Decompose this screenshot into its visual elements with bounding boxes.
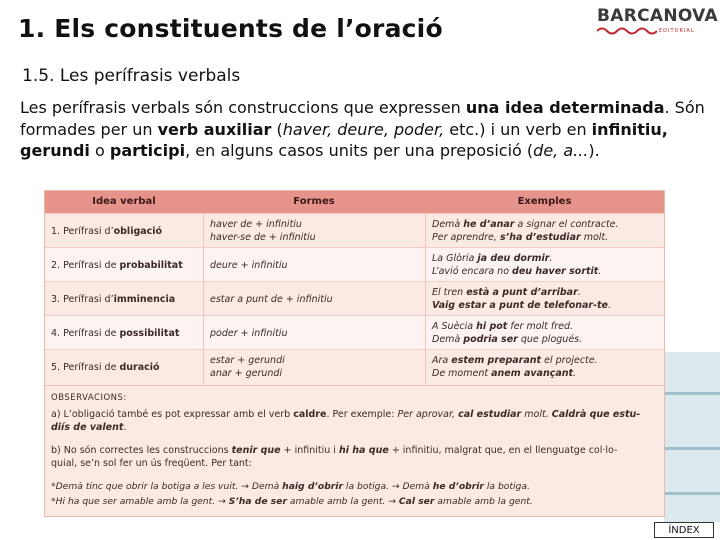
observation-a — [51, 408, 651, 434]
example-bold: està a punt d’arribar — [466, 287, 578, 298]
intro-text: etc.) i un verb en — [444, 119, 592, 139]
page-title: 1. Els constituents de l’oració — [18, 14, 443, 43]
intro-text: Les perífrasis verbals són construccions que expressen — [20, 98, 466, 117]
idea-cell — [45, 248, 203, 282]
obs-text: amable amb la gent. → — [287, 496, 399, 507]
examples-cell — [425, 350, 664, 384]
logo-wave-icon — [597, 26, 657, 36]
obs-bold-italic: tenir que — [231, 445, 281, 456]
form-text: estar a punt de + infinitiu — [210, 293, 333, 305]
obs-bold-italic: diís de valent — [51, 422, 124, 433]
periphrasis-table — [44, 190, 665, 517]
obs-bold: caldre — [293, 409, 327, 420]
example-text: . — [577, 287, 581, 298]
observation-b — [51, 444, 651, 470]
observation-example-2 — [51, 495, 651, 508]
example-text: A Suècia — [432, 321, 477, 332]
forms-cell — [203, 282, 425, 316]
intro-italic: haver, deure, poder, — [282, 119, 445, 139]
obs-bold: S’ha de ser — [228, 496, 287, 507]
idea-bold: duració — [119, 361, 160, 373]
idea-text: 3. Perífrasi d’ — [51, 293, 114, 305]
example-text: Per aprendre, — [432, 232, 500, 243]
intro-text: o — [89, 141, 110, 160]
example-bold: ja deu dormir — [477, 253, 550, 264]
obs-text: quial, se’n sol fer un ús freqüent. Per tant: — [51, 458, 252, 469]
obs-text: la botiga. — [483, 481, 530, 492]
intro-bold: una idea determinada — [465, 98, 665, 117]
forms-cell — [203, 316, 425, 350]
form-text: anar + gerundi — [210, 368, 283, 379]
obs-bold-italic: hi ha que — [338, 445, 389, 456]
header-forms: Formes — [293, 196, 335, 207]
observations-box — [45, 385, 664, 517]
table-row — [45, 247, 664, 282]
obs-bold: haig d’obrir — [282, 481, 343, 492]
header-examples: Exemples — [517, 196, 572, 207]
example-text: fer molt fred. — [507, 321, 574, 332]
logo-text: BARCANOVA — [597, 6, 718, 26]
obs-text: la botiga a les vuit. → Demà — [147, 481, 283, 492]
idea-bold: imminencia — [113, 293, 176, 305]
idea-text: 5. Perífrasi de — [51, 361, 120, 373]
example-text: Ara — [432, 355, 452, 366]
observations-heading: OBSERVACIONS: — [51, 393, 127, 403]
example-bold: s’ha d’estudiar — [499, 232, 581, 243]
obs-bold: he d’obrir — [432, 481, 484, 492]
example-text: . — [608, 300, 612, 311]
intro-text: , en alguns casos units per una preposició ( — [185, 141, 534, 160]
table-header — [45, 191, 664, 213]
form-text: poder + infinitiu — [210, 327, 288, 339]
header-idea: Idea verbal — [92, 196, 156, 207]
table-row — [45, 315, 664, 350]
obs-text: . — [123, 422, 127, 433]
example-bold: he d’anar — [463, 219, 515, 230]
example-bold: podria ser — [463, 334, 518, 345]
forms-cell — [203, 350, 425, 384]
examples-cell — [425, 248, 664, 282]
example-text: molt. — [580, 232, 609, 243]
example-text: Demà — [432, 219, 464, 230]
obs-text: *Demà — [51, 481, 86, 492]
intro-bold: verb auxiliar — [157, 119, 272, 139]
idea-cell — [45, 316, 203, 350]
obs-text: + infinitiu, malgrat que, en el llenguatge col·lo- — [388, 445, 618, 456]
obs-bold-italic: Caldrà que estu- — [551, 409, 641, 420]
intro-paragraph — [20, 97, 710, 162]
example-bold: Vaig estar a punt de telefonar-te — [432, 300, 609, 311]
example-text: De moment — [432, 368, 492, 379]
background-illustration — [664, 352, 720, 522]
intro-text: ( — [271, 119, 283, 139]
example-text: . — [573, 368, 577, 379]
example-bold: deu haver sortit — [512, 266, 599, 277]
obs-italic: molt. — [521, 409, 552, 420]
example-bold: estem preparant — [451, 355, 542, 366]
obs-text: b) No són correctes les construccions — [51, 445, 232, 456]
forms-cell — [203, 214, 425, 248]
example-text: Demà — [432, 334, 464, 345]
intro-text: ). — [588, 141, 600, 160]
example-text: . — [549, 253, 553, 264]
idea-text: 4. Perífrasi de — [51, 327, 120, 339]
intro-italic: de, a... — [533, 141, 589, 160]
obs-bold: Cal ser — [398, 496, 435, 507]
examples-cell — [425, 282, 664, 316]
obs-bold-italic: cal estudiar — [458, 409, 522, 420]
example-text: El tren — [432, 287, 467, 298]
intro-text: . Són formades per un — [20, 98, 705, 139]
form-text: haver de + infinitiu — [210, 219, 302, 230]
obs-text: Hi ha que ser — [55, 496, 117, 507]
obs-text: la botiga. → Demà — [343, 481, 433, 492]
obs-text: a) L’obligació també es pot expressar amb el verb — [51, 409, 294, 420]
obs-text: + infinitiu i — [280, 445, 339, 456]
observation-example-1 — [51, 480, 651, 493]
idea-bold: possibilitat — [119, 327, 180, 339]
form-text: deure + infinitiu — [210, 259, 288, 271]
obs-text: tinc que obrir — [85, 481, 148, 492]
example-text: el projecte. — [541, 355, 598, 366]
idea-bold: probabilitat — [119, 259, 183, 271]
example-text: que plogués. — [517, 334, 583, 345]
logo-subtext: EDITORIAL — [659, 28, 695, 34]
idea-cell — [45, 214, 203, 248]
idea-text: 2. Perífrasi de — [51, 259, 120, 271]
idea-bold: obligació — [113, 225, 163, 237]
form-text: haver-se de + infinitiu — [210, 232, 316, 243]
idea-cell — [45, 350, 203, 384]
example-text: La Glòria — [432, 253, 478, 264]
obs-text: * — [51, 496, 56, 507]
intro-bold: participi — [109, 141, 186, 160]
forms-cell — [203, 248, 425, 282]
idea-text: 1. Perífrasi d’ — [51, 225, 114, 237]
publisher-logo — [597, 6, 718, 40]
form-text: estar + gerundi — [210, 355, 285, 366]
example-bold: hi pot — [476, 321, 508, 332]
table-row — [45, 281, 664, 316]
example-text: a signar el contracte. — [514, 219, 619, 230]
table-row — [45, 349, 664, 384]
example-text: L’avió encara no — [432, 266, 513, 277]
intro-bold: infinitiu, gerundi — [20, 119, 668, 160]
idea-cell — [45, 282, 203, 316]
example-text: . — [598, 266, 602, 277]
obs-italic: Per aprovar, — [397, 409, 459, 420]
examples-cell — [425, 214, 664, 248]
obs-text: amable amb la gent. — [434, 496, 533, 507]
obs-text: . Per exemple: — [326, 409, 398, 420]
index-button[interactable]: ÍNDEX — [654, 522, 714, 538]
examples-cell — [425, 316, 664, 350]
example-bold: anem avançant — [491, 368, 574, 379]
table-row — [45, 213, 664, 248]
section-subtitle: 1.5. Les perífrasis verbals — [22, 66, 241, 86]
obs-text: amable amb la gent. → — [116, 496, 229, 507]
